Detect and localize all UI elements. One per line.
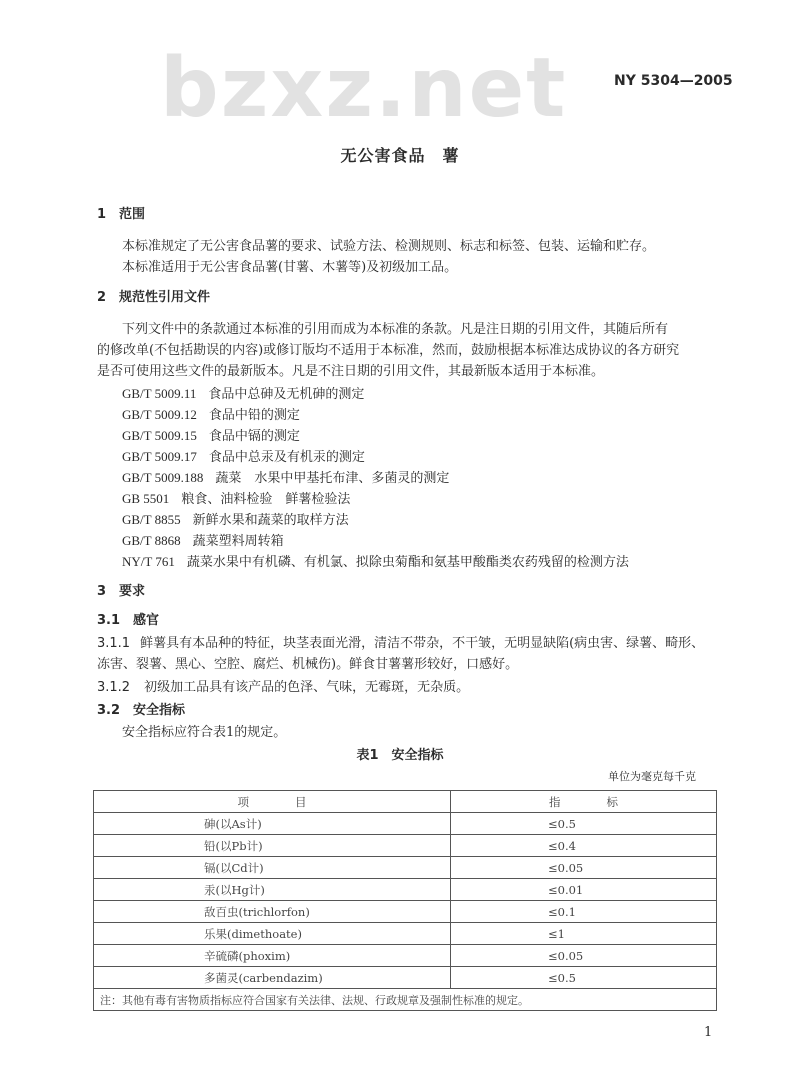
section-3-2-heading: 3.2 安全指标 — [97, 703, 186, 718]
standard-code: NY 5304—2005 — [614, 73, 733, 89]
section-3-heading: 3 要求 — [97, 584, 146, 599]
paragraph-line: 下列文件中的条款通过本标准的引用而成为本标准的条款。凡是注日期的引用文件，其随后所有 — [122, 322, 669, 337]
limit-cell: ≤1 — [451, 923, 717, 945]
limit-cell: ≤0.05 — [451, 945, 717, 967]
reference-item — [122, 449, 365, 466]
table-row — [94, 923, 717, 945]
reference-item — [122, 512, 349, 529]
table-row — [94, 813, 717, 835]
clause-text: 初级加工品具有该产品的色泽、气味，无霉斑，无杂质。 — [144, 680, 470, 695]
limit-cell: ≤0.01 — [451, 879, 717, 901]
item-cell: 砷(以As计) — [94, 813, 451, 835]
item-cell: 多菌灵(carbendazim) — [94, 967, 451, 989]
item-cell: 汞(以Hg计) — [94, 879, 451, 901]
item-cell: 敌百虫(trichlorfon) — [94, 901, 451, 923]
clause-number: 3.1.2 — [97, 680, 131, 695]
item-cell: 乐果(dimethoate) — [94, 923, 451, 945]
reference-title: 蔬菜 水果中甲基托布津、多菌灵的测定 — [215, 471, 450, 486]
table-row — [94, 967, 717, 989]
item-cell: 铅(以Pb计) — [94, 835, 451, 857]
reference-code: GB/T 5009.188 — [122, 470, 204, 485]
watermark: bzxz.net — [160, 41, 568, 136]
limit-cell: ≤0.1 — [451, 901, 717, 923]
reference-title: 食品中总砷及无机砷的测定 — [208, 387, 365, 402]
table-row — [94, 835, 717, 857]
paragraph-line: 冻害、裂薯、黑心、空腔、腐烂、机械伤)。鲜食甘薯薯形较好，口感好。 — [97, 657, 519, 672]
table-header-row — [94, 791, 717, 813]
paragraph-line: 本标准适用于无公害食品薯(甘薯、木薯等)及初级加工品。 — [122, 260, 458, 275]
section-2-heading: 2 规范性引用文件 — [97, 290, 211, 305]
table-row — [94, 945, 717, 967]
table-row — [94, 879, 717, 901]
reference-title: 食品中镉的测定 — [208, 429, 300, 444]
safety-index-table — [93, 790, 717, 1011]
limit-cell: ≤0.05 — [451, 857, 717, 879]
reference-code: GB/T 8855 — [122, 512, 181, 527]
reference-title: 新鲜水果和蔬菜的取样方法 — [192, 513, 349, 528]
reference-item — [122, 554, 629, 571]
reference-code: GB/T 8868 — [122, 533, 181, 548]
table-note: 注：其他有毒有害物质指标应符合国家有关法律、法规、行政规章及强制性标准的规定。 — [94, 989, 717, 1011]
reference-code: GB 5501 — [122, 491, 170, 506]
reference-item — [122, 428, 300, 445]
item-cell: 镉(以Cd计) — [94, 857, 451, 879]
reference-code: NY/T 761 — [122, 554, 175, 569]
page-number: 1 — [704, 1025, 713, 1040]
item-cell: 辛硫磷(phoxim) — [94, 945, 451, 967]
column-header-index: 指 标 — [451, 791, 717, 813]
column-header-item: 项 目 — [94, 791, 451, 813]
reference-item — [122, 533, 284, 550]
reference-title: 食品中铅的测定 — [208, 408, 300, 423]
paragraph-line: 的修改单(不包括勘误的内容)或修订版均不适用于本标准，然而，鼓励根据本标准达成协议的各方研究 — [97, 343, 680, 358]
reference-title: 食品中总汞及有机汞的测定 — [208, 450, 365, 465]
document-title: 无公害食品 薯 — [340, 146, 460, 165]
section-1-heading: 1 范围 — [97, 207, 146, 222]
paragraph-line: 本标准规定了无公害食品薯的要求、试验方法、检测规则、标志和标签、包装、运输和贮存。 — [122, 239, 656, 254]
table-unit: 单位为毫克每千克 — [608, 770, 696, 783]
table-caption: 表1 安全指标 — [356, 748, 444, 763]
clause-text: 鲜薯具有本品种的特征，块茎表面光滑，清洁不带杂，不干皱，无明显缺陷(病虫害、绿薯、畸形、 — [140, 636, 705, 651]
limit-cell: ≤0.5 — [451, 813, 717, 835]
paragraph-line: 是否可使用这些文件的最新版本。凡是不注日期的引用文件，其最新版本适用于本标准。 — [97, 364, 605, 379]
reference-item — [122, 470, 449, 487]
reference-code: GB/T 5009.12 — [122, 407, 197, 422]
reference-title: 粮食、油料检验 鲜薯检验法 — [181, 492, 351, 507]
reference-title: 蔬菜塑料周转箱 — [192, 534, 284, 549]
clause-3-1-1 — [97, 636, 704, 652]
paragraph-line: 安全指标应符合表1的规定。 — [122, 725, 287, 740]
clause-3-1-2 — [97, 680, 469, 696]
reference-title: 蔬菜水果中有机磷、有机氯、拟除虫菊酯和氨基甲酸酯类农药残留的检测方法 — [186, 555, 629, 570]
reference-item — [122, 491, 350, 508]
reference-code: GB/T 5009.17 — [122, 449, 197, 464]
table-note-row — [94, 989, 717, 1011]
table-row — [94, 901, 717, 923]
limit-cell: ≤0.5 — [451, 967, 717, 989]
section-3-1-heading: 3.1 感官 — [97, 613, 160, 628]
clause-number: 3.1.1 — [97, 636, 131, 651]
limit-cell: ≤0.4 — [451, 835, 717, 857]
table-row — [94, 857, 717, 879]
reference-item — [122, 386, 364, 403]
reference-code: GB/T 5009.11 — [122, 386, 197, 401]
reference-item — [122, 407, 300, 424]
reference-code: GB/T 5009.15 — [122, 428, 197, 443]
